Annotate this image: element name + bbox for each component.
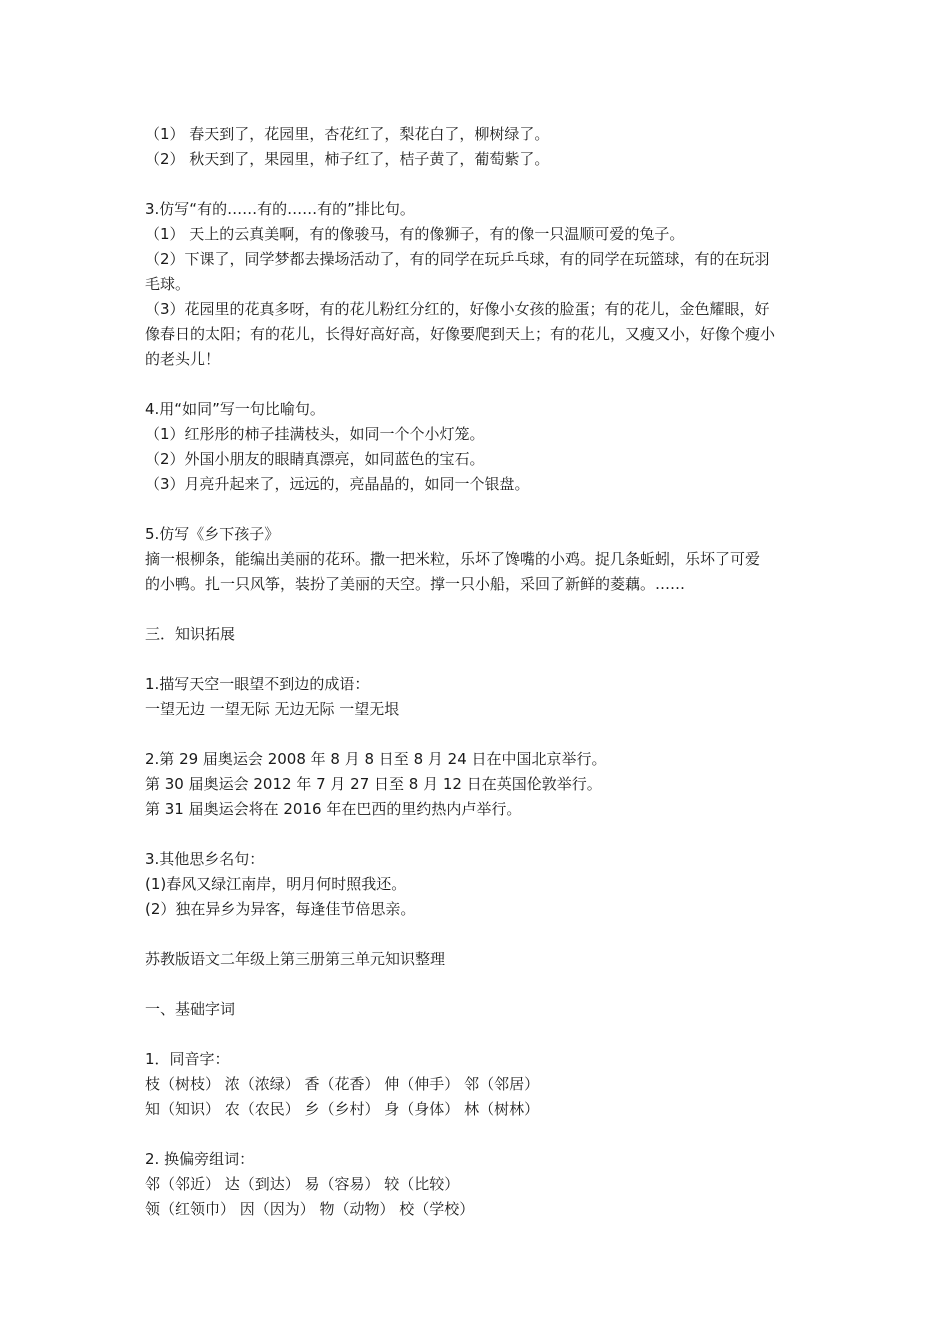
- text-line: 像春日的太阳；有的花儿，长得好高好高，好像要爬到天上；有的花儿，又瘦又小，好像个瘦小: [145, 325, 776, 343]
- text-line: （2） 秋天到了，果园里，柿子红了，桔子黄了，葡萄紫了。: [145, 150, 550, 168]
- text-line: 1．同音字：: [145, 1050, 230, 1068]
- blank-line: [145, 172, 825, 197]
- text-line: 的老头儿！: [145, 350, 221, 368]
- text-line: 第 31 届奥运会将在 2016 年在巴西的里约热内卢举行。: [145, 800, 522, 818]
- text-line: 毛球。: [145, 275, 191, 293]
- text-line: （2）外国小朋友的眼睛真漂亮，如同蓝色的宝石。: [145, 450, 485, 468]
- text-line: 第 30 届奥运会 2012 年 7 月 27 日至 8 月 12 日在英国伦敦举行。: [145, 775, 602, 793]
- document-body: [145, 122, 825, 1222]
- text-line: 3.其他思乡名句：: [145, 850, 265, 868]
- text-line: (2）独在异乡为异客，每逢佳节倍思亲。: [145, 900, 416, 918]
- blank-line: [145, 822, 825, 847]
- blank-line: [145, 597, 825, 622]
- text-line: 4.用“如同”写一句比喻句。: [145, 400, 325, 418]
- text-line: 邻（邻近） 达（到达） 易（容易） 较（比较）: [145, 1175, 460, 1193]
- blank-line: [145, 972, 825, 997]
- text-line: 枝（树枝） 浓（浓绿） 香（花香） 伸（伸手） 邻（邻居）: [145, 1075, 540, 1093]
- text-line: 领（红领巾） 因（因为） 物（动物） 校（学校）: [145, 1200, 475, 1218]
- text-line: （2）下课了，同学梦都去操场活动了，有的同学在玩乒乓球，有的同学在玩篮球，有的在玩羽: [145, 250, 770, 268]
- blank-line: [145, 1022, 825, 1047]
- text-line: 一、基础字词: [145, 1000, 236, 1018]
- text-line: 2.第 29 届奥运会 2008 年 8 月 8 日至 8 月 24 日在中国北京举行。: [145, 750, 607, 768]
- text-line: 1.描写天空一眼望不到边的成语：: [145, 675, 370, 693]
- text-line: （3）花园里的花真多呀，有的花儿粉红分红的，好像小女孩的脸蛋；有的花儿，金色耀眼，好: [145, 300, 770, 318]
- text-line: 一望无边 一望无际 无边无际 一望无垠: [145, 700, 400, 718]
- text-line: 知（知识） 农（农民） 乡（乡村） 身（身体） 林（树林）: [145, 1100, 540, 1118]
- text-line: （1）红彤彤的柿子挂满枝头，如同一个个小灯笼。: [145, 425, 485, 443]
- text-line: 的小鸭。扎一只风筝，装扮了美丽的天空。撑一只小船，采回了新鲜的菱藕。……: [145, 575, 686, 593]
- text-line: 三．知识拓展: [145, 625, 236, 643]
- blank-line: [145, 497, 825, 522]
- text-line: 苏教版语文二年级上第三册第三单元知识整理: [145, 950, 446, 968]
- blank-line: [145, 1122, 825, 1147]
- text-line: 5.仿写《乡下孩子》: [145, 525, 280, 543]
- blank-line: [145, 722, 825, 747]
- text-line: （1） 天上的云真美啊，有的像骏马，有的像狮子，有的像一只温顺可爱的兔子。: [145, 225, 685, 243]
- text-line: （3）月亮升起来了，远远的，亮晶晶的，如同一个银盘。: [145, 475, 530, 493]
- text-line: 摘一根柳条，能编出美丽的花环。撒一把米粒，乐坏了馋嘴的小鸡。捉几条蚯蚓，乐坏了可爱: [145, 550, 761, 568]
- text-line: (1)春风又绿江南岸，明月何时照我还。: [145, 875, 407, 893]
- blank-line: [145, 922, 825, 947]
- blank-line: [145, 372, 825, 397]
- text-line: 2. 换偏旁组词：: [145, 1150, 255, 1168]
- blank-line: [145, 647, 825, 672]
- text-line: 3.仿写“有的……有的……有的”排比句。: [145, 200, 415, 218]
- text-line: （1） 春天到了，花园里，杏花红了，梨花白了，柳树绿了。: [145, 125, 550, 143]
